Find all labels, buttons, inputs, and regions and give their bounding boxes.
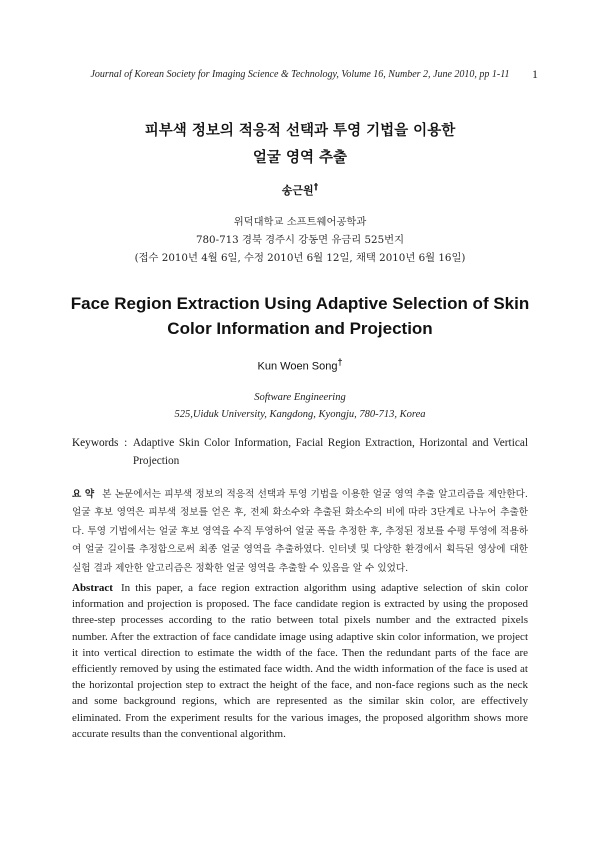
english-abstract xyxy=(72,580,528,742)
korean-abstract xyxy=(72,486,528,578)
korean-affiliation-line-3: (접수 2010년 4월 6일, 수정 2010년 6월 12일, 채택 2010년 6월 16일) xyxy=(134,252,466,264)
english-title xyxy=(0,291,600,341)
korean-title-line-2: 얼굴 영역 추출 xyxy=(252,150,348,166)
korean-title xyxy=(0,118,600,172)
keywords-text: Adaptive Skin Color Information, Facial Region Extraction, Horizontal and Vertical Projection xyxy=(132,437,528,467)
korean-author xyxy=(0,182,600,198)
english-abstract-text: In this paper, a face region extraction algorithm using adaptive selection of skin color information and projection is proposed. The face candidate region is extracted by using the proposed three-step processes according to the ratio between total pixels number and the extracted pixels number. After the extraction of face candidate image using adaptive skin color information, we project it into vertical direction to estimate the width of the face. Then the redundant parts of the face are efficiently removed by using the estimated face width. And the width information of the face is used at the horizontal projection step to extract the height of the face, and non-face regions such as the neck and some background regions, which are represented as the similar skin color, are effectively eliminated. From the experiment results for the various images, the proposed algorithm shows more accurate results than the conventional algorithm. xyxy=(72,582,528,740)
english-title-line-1: Face Region Extraction Using Adaptive Selection of Skin xyxy=(70,294,530,313)
page-number: 1 xyxy=(532,67,538,81)
korean-author-name: 송근원 xyxy=(281,184,314,197)
english-author xyxy=(0,357,600,373)
korean-abstract-label: 요 약 xyxy=(72,489,95,500)
korean-author-dagger: † xyxy=(313,182,319,193)
journal-header: Journal of Korean Society for Imaging Science & Technology, Volume 16, Number 2, June 2010, pp 1-11 xyxy=(90,69,510,80)
english-author-dagger: † xyxy=(337,357,343,367)
english-affiliation xyxy=(0,389,600,423)
english-title-line-2: Color Information and Projection xyxy=(167,319,433,338)
korean-abstract-text: 본 논문에서는 피부색 정보의 적응적 선택과 투영 기법을 이용한 얼굴 영역 추출 알고리즘을 제안한다. 얼굴 후보 영역은 피부색 정보를 얻은 후, 전체 화소수와 추출된 화소수의 비에 따라 3단계로 나누어 추출한다. 투영 기법에서는 얼굴 후보 영역을 수직 투영하여 얼굴 폭을 추정한 후, 추정된 정보를 수평 투영에 적용하여 얼굴 길이를 추정함으로써 최종 얼굴 영역을 추출하였다. 인터넷 및 다양한 환경에서 획득된 영상에 대한 실험 결과 제안한 알고리즘은 정확한 얼굴 영역을 추출할 수 있음을 알 수 있었다. xyxy=(72,489,528,574)
keywords xyxy=(72,434,528,470)
korean-title-line-1: 피부색 정보의 적응적 선택과 투영 기법을 이용한 xyxy=(144,123,456,139)
korean-affiliation xyxy=(0,213,600,267)
english-affiliation-line-2: 525,Uiduk University, Kangdong, Kyongju, 780-713, Korea xyxy=(174,409,426,420)
english-abstract-label: Abstract xyxy=(72,582,113,594)
english-affiliation-line-1: Software Engineering xyxy=(254,392,346,403)
korean-affiliation-line-1: 위덕대학교 소프트웨어공학과 xyxy=(233,216,367,228)
english-author-name: Kun Woen Song xyxy=(257,360,338,373)
keywords-label: Keywords : xyxy=(72,437,133,449)
korean-affiliation-line-2: 780-713 경북 경주시 강동면 유금리 525번지 xyxy=(195,234,405,246)
